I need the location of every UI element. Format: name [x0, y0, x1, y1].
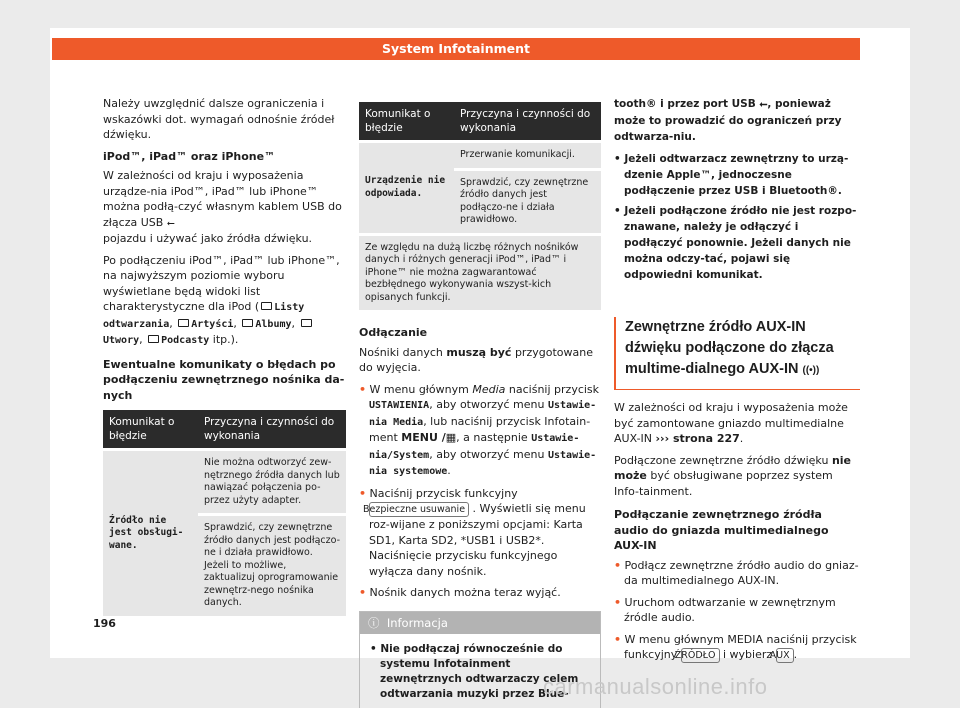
ipod-heading: iPod™, iPad™ oraz iPhone™: [103, 149, 276, 163]
folder-icon: [242, 319, 253, 327]
folder-icon: [178, 319, 189, 327]
source-button[interactable]: ŹRÓDŁO: [681, 648, 720, 663]
page-number: 196: [93, 617, 116, 630]
table-head-value: Przyczyna i czynności do wykonania: [198, 410, 346, 448]
usb-icon: ⭠: [166, 217, 175, 229]
table-head-key: Komunikat o błędzie: [103, 410, 198, 448]
disconnect-heading: Odłączanie: [359, 326, 428, 339]
table-row: [359, 143, 601, 168]
aux-section-title: Zewnętrzne źródło AUX-IN dźwięku podłączone do złącza multime-dialnego AUX-IN ((•)): [614, 317, 860, 390]
folder-icon: [148, 335, 159, 343]
info-continued: [614, 96, 860, 283]
aux-step-2: • Uruchom odtwarzanie w zewnętrznym źródle audio.: [614, 595, 836, 624]
grid-icon: ▦: [445, 431, 457, 444]
column-right: [614, 96, 860, 669]
info-bullet-3: • Jeżeli podłączone źródło nie jest rozpo-znawane, należy je odłączyć i podłączyć ponownie. Jeżeli danych nie można odczy-tać, pojawi się odpowiedni komunikat.: [614, 205, 857, 281]
intro-text: Należy uwzględnić dalsze ograniczenia i wskazówki dot. wymagań odnośnie źródeł dźwięku.: [103, 97, 335, 141]
error-key: Urządzenie nie odpowiada.: [359, 143, 454, 233]
page-link[interactable]: ››› strona 227: [655, 432, 740, 445]
compatibility-note: Ze względu na dużą liczbę różnych nośników danych i różnych generacji iPod™, iPad™ i iPhone™ nie można zagwarantować bezbłędnego wykonywania wszyst-kich opisanych funkcji.: [359, 236, 601, 311]
safe-remove-button[interactable]: Bezpieczne usuwanie: [369, 502, 469, 517]
table-head-value: Przyczyna i czynności do wykonania: [454, 102, 601, 140]
info-icon: ⓘ: [368, 615, 380, 630]
errors-heading: Ewentualne komunikaty o błędach po podłączeniu zewnętrznego nośnika da-nych: [103, 357, 345, 402]
table-row: [103, 451, 346, 513]
error-key: Źródło nie jest obsługi-wane.: [103, 451, 198, 616]
aux-step-3: • W menu głównym MEDIA naciśnij przycisk funkcyjny ŹRÓDŁO i wybierz AUX .: [614, 632, 857, 661]
aux-signal-icon: ((•)): [802, 365, 820, 376]
column-middle: [359, 99, 601, 708]
usb-icon: ⭠: [759, 99, 768, 110]
error-table-2: [359, 99, 601, 313]
info-bullet-1: • Nie podłączaj równocześnie do systemu Infotainment zewnętrznych odtwarzaczy celem odtwarzania muzyki przez Blue-: [370, 642, 579, 700]
error-table-1: [103, 407, 346, 619]
aux-heading: Podłączanie zewnętrznego źródła audio do gniazda multimedialnego AUX-IN: [614, 508, 829, 552]
table-head-key: Komunikat o błędzie: [359, 102, 454, 140]
folder-icon: [261, 302, 272, 310]
disconnect-step-1: • W menu głównym Media naciśnij przycisk USTAWIENIA, aby otworzyć menu Ustawie-nia Media, lub naciśnij przycisk Infotain-ment MENU /▦, a następnie Ustawie-nia/System, aby otworzyć menu Ustawie-nia systemowe.: [359, 382, 600, 477]
ipod-paragraph-2: Po podłączeniu iPod™, iPad™ lub iPhone™, na najwyższym poziomie wyboru wyświetlane będą widoki list charakterystyczne dla iPod ( Listy odtwarzania, Artyści, Albumy, Utwory, Podcasty itp.).: [103, 253, 340, 346]
info-continued-text: tooth® i przez port USB ⭠, ponieważ może to prowadzić do ograniczeń przy odtwarza-niu.: [614, 98, 842, 143]
folder-icon: [301, 319, 312, 327]
error-action: Sprawdzić, czy zewnętrzne źródło danych jest podłączo-ne i działa prawidłowo.: [454, 171, 601, 233]
error-cause: Nie można odtworzyć zew-nętrznego źródła danych lub nawiązać połączenia po-przez użyty adapter.: [198, 451, 346, 513]
ipod-paragraph-1: W zależności od kraju i wyposażenia urządze-nia iPod™, iPad™ lub iPhone™ można podłą-czyć własnym kablem USB do złącza USB ⭠ pojazdu i używać jako źródła dźwięku.: [103, 169, 342, 245]
disconnect-intro: Nośniki danych muszą być przygotowane do wyjęcia.: [359, 345, 593, 374]
aux-button[interactable]: AUX: [776, 648, 794, 663]
error-action: Sprawdzić, czy zewnętrzne źródło danych jest podłączo-ne i działa prawidłowo. Jeżeli to możliwe, zaktualizuj oprogramowanie zewnętrz-nego nośnika danych.: [198, 516, 346, 616]
column-left: [103, 96, 346, 619]
info-header: ⓘ Informacja: [360, 612, 600, 634]
table-row: [359, 236, 601, 311]
disconnect-step-3: • Nośnik danych można teraz wyjąć.: [359, 586, 561, 599]
aux-step-1: • Podłącz zewnętrzne źródło audio do gniaz-da multimedialnego AUX-IN.: [614, 558, 859, 587]
aux-paragraph-1: W zależności od kraju i wyposażenia może być zamontowane gniazdo multimedialne AUX-IN ››› strona 227.: [614, 401, 848, 445]
page-header: System Infotainment: [52, 38, 860, 60]
aux-paragraph-2: Podłączone zewnętrzne źródło dźwięku nie może być obsługiwane poprzez system Info-tainment.: [614, 453, 851, 498]
info-bullet-2: • Jeżeli odtwarzacz zewnętrzny to urzą-dzenie Apple™, jednoczesne podłączenie przez USB i Bluetooth®.: [614, 153, 849, 197]
error-cause: Przerwanie komunikacji.: [454, 143, 601, 168]
watermark: carmanualsonline.info: [543, 674, 768, 699]
disconnect-step-2: • Naciśnij przycisk funkcyjny Bezpieczne usuwanie . Wyświetli się menu roz-wijane z poniższymi opcjami: Karta SD1, Karta SD2, *USB1 i USB2*. Naciśnięcie przycisku funkcyjnego wyłącza dany nośnik.: [359, 486, 586, 578]
